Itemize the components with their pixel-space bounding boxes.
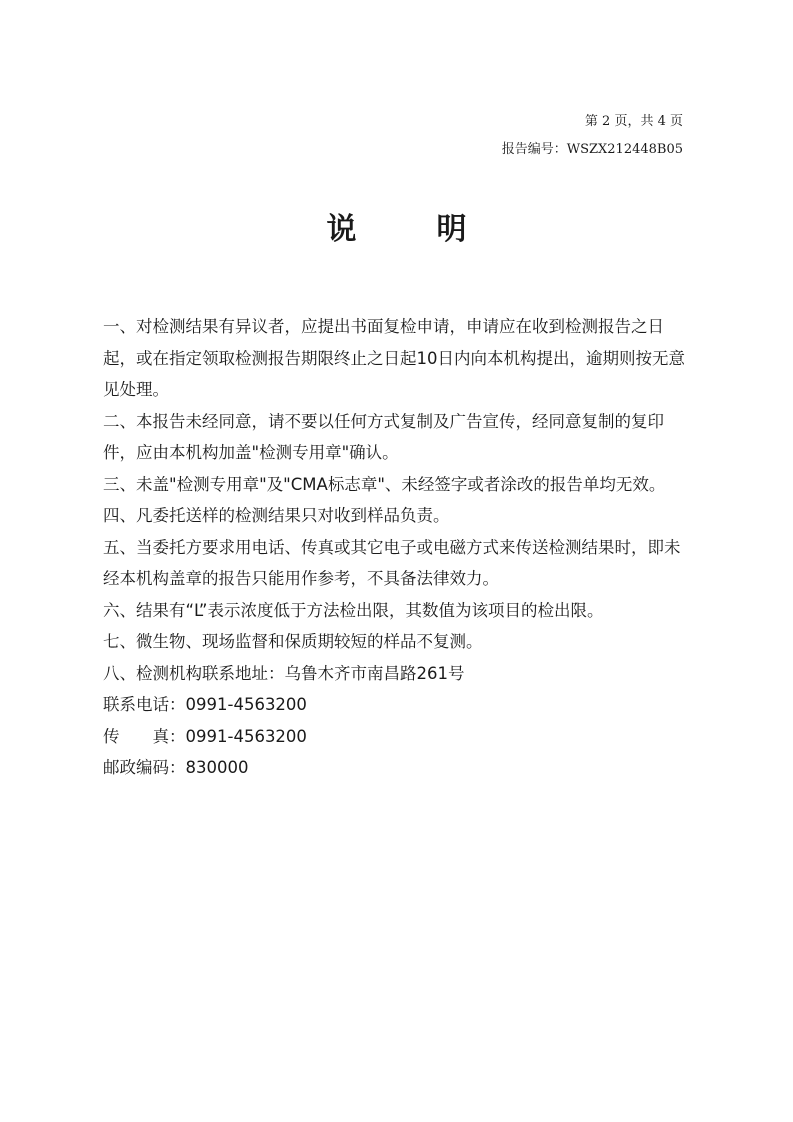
note-item-5: 五、当委托方要求用电话、传真或其它电子或电磁方式来传送检测结果时，即未经本机构盖章的报告只能用作参考，不具备法律效力。 <box>103 537 681 588</box>
note-item-7: 七、微生物、现场监督和保质期较短的样品不复测。 <box>103 632 483 651</box>
note-item-4: 四、凡委托送样的检测结果只对收到样品负责。 <box>103 506 450 525</box>
page-header <box>502 108 683 164</box>
contact-phone: 联系电话：0991-4563200 <box>103 695 307 714</box>
note-item-1: 一、对检测结果有异议者，应提出书面复检申请，申请应在收到检测报告之日起，或在指定领取检测报告期限终止之日起10日内向本机构提出，逾期则按无意见处理。 <box>103 317 685 399</box>
contact-postcode: 邮政编码：830000 <box>103 758 249 777</box>
note-item-3: 三、未盖"检测专用章"及"CMA标志章"、未经签字或者涂改的报告单均无效。 <box>103 474 666 494</box>
notes-section <box>103 311 693 784</box>
report-number: 报告编号：WSZX212448B05 <box>501 142 683 157</box>
note-item-8: 八、检测机构联系地址：乌鲁木齐市南昌路261号 <box>103 663 465 683</box>
contact-fax: 传 真：0991-4563200 <box>103 726 307 746</box>
note-item-6: 六、结果有“L”表示浓度低于方法检出限，其数值为该项目的检出限。 <box>103 600 604 620</box>
note-item-2: 二、本报告未经同意，请不要以任何方式复制及广告宣传，经同意复制的复印件，应由本机构加盖"检测专用章"确认。 <box>103 411 664 462</box>
page-title: 说明 <box>326 212 547 247</box>
page-number: 第 2 页，共 4 页 <box>584 114 683 129</box>
